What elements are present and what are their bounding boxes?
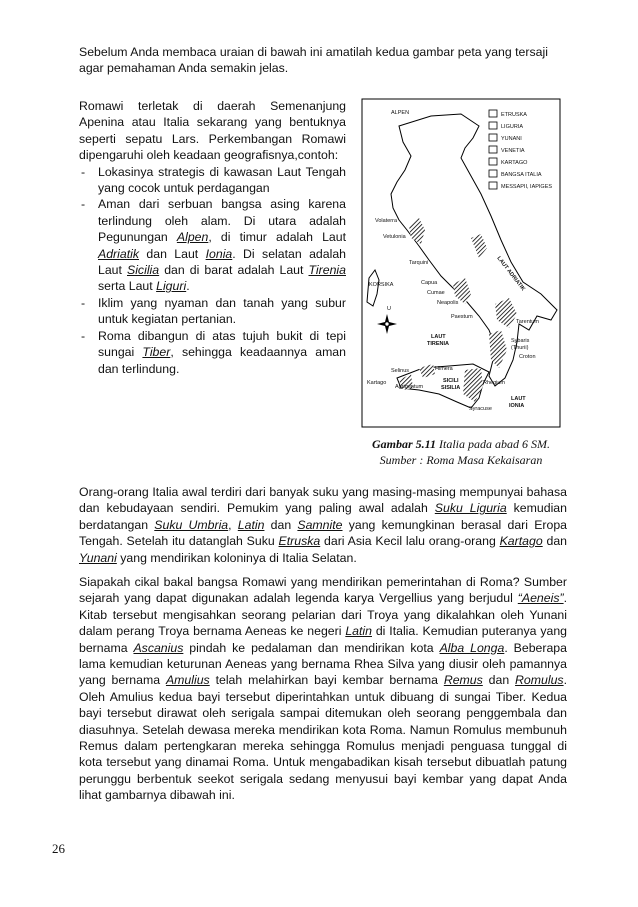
term-ascanius: Ascanius [133, 640, 184, 655]
legend-label: BANGSA ITALIA [501, 172, 542, 178]
paragraph-text: telah melahirkan bayi kembar bernama [209, 673, 444, 688]
bullet-text: . [186, 279, 190, 294]
legend-origin-paragraph [79, 574, 567, 804]
map-label-syracuse: Syracuse [469, 406, 492, 412]
bullet-text: dan di barat adalah Laut [159, 263, 309, 278]
paragraph-text: . Kitab tersebut mengisahkan seorang pelarian dari Troya yang dikalahkan oleh Yunani dalam perang Troya bernama Aeneas ke negeri [79, 591, 567, 639]
paragraph-text: yang kemungkinan berasal dari Eropa Tengah. Setelah itu datanglah Suku [79, 517, 568, 549]
bullet-text: Aman dari serbuan bangsa asing karena terlindung oleh alam. Di utara adalah Pegunungan [98, 197, 346, 245]
geography-bullet-list [79, 164, 346, 377]
term-adriatik: Adriatik [98, 246, 140, 261]
figure-caption-title-line [361, 436, 561, 452]
figure-title: Italia pada abad 6 SM. [439, 437, 550, 451]
term-sicilia: Sicilia [127, 263, 160, 278]
legend-label: ETRUSKA [501, 112, 527, 118]
term-amulius: Amulius [165, 673, 210, 688]
map-label-tarquini: Tarquini [409, 260, 429, 266]
paragraph-text: . Oleh Amulius kedua bayi tersebut diperintahkan untuk dibuang di sungai Tiber. Kedua bayi tersebut dirawat oleh serigala sampai ditemukan oleh seorang penggembala dan diasuhnya. Setelah dewasa mereka mendirikan kota Roma. Namun Romulus membunuh Remus dalam pertengkaran mereka sehingga Romulus menjadi penguasa tunggal di kota tersebut yang dinamai Roma. Untuk mengabadikan kisah tersebut dibuatlah patung perunggu berbentuk seekot serigala sedang menyusui bayi kembar yang dapat Anda lihat gambarnya dibawah ini. [79, 673, 567, 803]
figure-source: Sumber : Roma Masa Kekaisaran [379, 453, 543, 467]
map-label-rhegium: Rhegium [483, 380, 506, 386]
paragraph-text: . Beberapa lama kemudian keturunan Aeneas yang bernama Rhea Silva yang diusir oleh pamannya yang bernama [79, 640, 567, 688]
map-label-kartago: Kartago [367, 380, 387, 386]
figure-caption [361, 436, 561, 468]
legend-label: VENETIA [501, 148, 525, 154]
term-suku-liguria: Suku Liguria [434, 501, 507, 516]
map-label-cumae: Cumae [427, 290, 445, 296]
geography-lead: Romawi terletak di daerah Semenanjung Apenina atau Italia sekarang yang bentuknya seperti sepatu Lars. Perkembangan Romawi dipengaruhi oleh keadaan geografisnya,contoh: [79, 99, 346, 163]
paragraph-text: dari Asia Kecil lalu orang-orang [320, 534, 500, 549]
paragraph-text: di Italia. Kemudian puteranya yang bernama [79, 624, 567, 655]
paragraph-text: dan [542, 534, 567, 549]
map-label-croton: Croton [519, 354, 536, 360]
term-samnite: Samnite [297, 517, 343, 532]
bullet-text: dan Laut [139, 246, 206, 261]
italy-map [361, 98, 561, 428]
legend-label: KARTAGO [501, 160, 528, 166]
bullet-text: , sehingga keadaannya aman dan terlindung. [98, 345, 346, 376]
bullet-natural-protection [79, 196, 346, 294]
paragraph-text: dan [264, 517, 298, 532]
page-number: 26 [52, 841, 65, 856]
legend-label: YUNANI [501, 136, 522, 142]
legend-swatch-liguria [489, 122, 497, 129]
bullet-climate [79, 295, 346, 328]
legend-swatch-bangsa-italia [489, 170, 497, 177]
map-label-capua: Capua [421, 280, 438, 286]
map-label-selinus: Selinus [391, 368, 410, 374]
bullet-text: Iklim yang nyaman dan tanah yang subur untuk kegiatan pertanian. [98, 295, 346, 327]
map-label-laut-tirenia-2: TIRENIA [427, 341, 449, 347]
bullet-seven-hills [79, 328, 346, 377]
figure-number: Gambar 5.11 [371, 437, 436, 451]
legend-swatch-kartago [489, 158, 497, 165]
term-yunani: Yunani [79, 550, 117, 565]
term-latin: Latin [345, 624, 372, 639]
term-aeneis: “Aeneis” [517, 591, 564, 606]
term-liguri: Liguri [156, 279, 187, 294]
term-romulus: Romulus [515, 673, 564, 688]
map-label-neapolis: Neapolis [437, 300, 459, 306]
paragraph-text: pindah ke pedalaman dan mendirikan kota [183, 640, 440, 655]
geography-column [79, 98, 346, 377]
paragraph-text: kemudian berdatangan [79, 501, 567, 532]
bullet-strategic-location [79, 164, 346, 197]
map-label-sybaris-1: Sybaris [511, 338, 530, 344]
map-label-sicilia-2: SISILIA [441, 385, 461, 391]
bullet-text: Lokasinya strategis di kawasan Laut Tengah yang cocok untuk perdagangan [98, 164, 346, 196]
legend-swatch-etruska [489, 110, 497, 117]
map-label-north: U [387, 306, 391, 312]
term-ionia: Ionia [205, 246, 233, 261]
bullet-text: , di timur adalah Laut [208, 230, 347, 245]
paragraph-text: dan [482, 673, 516, 688]
term-remus: Remus [443, 673, 483, 688]
map-label-alpen: ALPEN [391, 110, 410, 116]
map-label-agrigentum: Agrigentum [395, 384, 424, 390]
paragraph-text: yang mendirikan koloninya di Italia Selatan. [116, 550, 357, 565]
map-label-paestum: Paestum [451, 314, 473, 320]
legend-label: LIGURIA [501, 124, 524, 130]
map-label-laut-ionia-2: IONIA [509, 403, 525, 409]
map-label-vetulonia: Vetulonia [383, 234, 406, 240]
map-label-tarentum: Tarentum [516, 319, 539, 325]
term-suku-umbria: Suku Umbria [154, 517, 229, 532]
legend-label: MESSAPII, IAPIGES [501, 184, 553, 190]
term-tirenia: Tirenia [308, 263, 346, 278]
term-kartago: Kartago [499, 534, 543, 549]
bullet-text: serta Laut [98, 279, 157, 294]
map-label-laut-ionia-1: LAUT [511, 396, 526, 402]
bullet-text: Roma dibangun di atas tujuh bukit di tepi sungai [98, 328, 346, 360]
term-tiber: Tiber [142, 345, 171, 360]
term-alba-longa: Alba Longa [439, 640, 505, 655]
map-label-laut-adriatik: LAUT ADRIATIK [495, 255, 526, 293]
paragraph-text: , [228, 517, 238, 532]
paragraph-text: Orang-orang Italia awal terdiri dari banyak suku yang masing-masing mempunyai bahasa dan kebudayaan sendiri. Pemukim yang paling awal adalah [79, 485, 567, 516]
map-label-himera: Himera [435, 366, 453, 372]
map-label-sicilia-1: SICILI [443, 378, 459, 384]
term-etruska: Etruska [278, 534, 321, 549]
legend-swatch-yunani [489, 134, 497, 141]
legend-swatch-venetia [489, 146, 497, 153]
map-label-korsika: KORSIKA [369, 282, 394, 288]
early-tribes-paragraph [79, 484, 567, 566]
bullet-text: . Di selatan adalah Laut [98, 246, 346, 278]
legend-swatch-messapii [489, 182, 497, 189]
map-label-sybaris-2: (Thurii) [511, 345, 529, 351]
map-label-volaterra: Volaterra [375, 218, 398, 224]
term-latin: Latin [237, 517, 265, 532]
map-label-laut-tirenia-1: LAUT [431, 334, 446, 340]
term-alpen: Alpen [176, 230, 209, 245]
intro-paragraph: Sebelum Anda membaca uraian di bawah ini amatilah kedua gambar peta yang tersaji agar pemahaman Anda semakin jelas. [79, 45, 548, 76]
paragraph-text: Siapakah cikal bakal bangsa Romawi yang mendirikan pemerintahan di Roma? Sumber sejarah yang dapat digunakan adalah legenda karya Vergellius yang berjudul [79, 575, 567, 606]
italy-map-figure [361, 98, 561, 428]
